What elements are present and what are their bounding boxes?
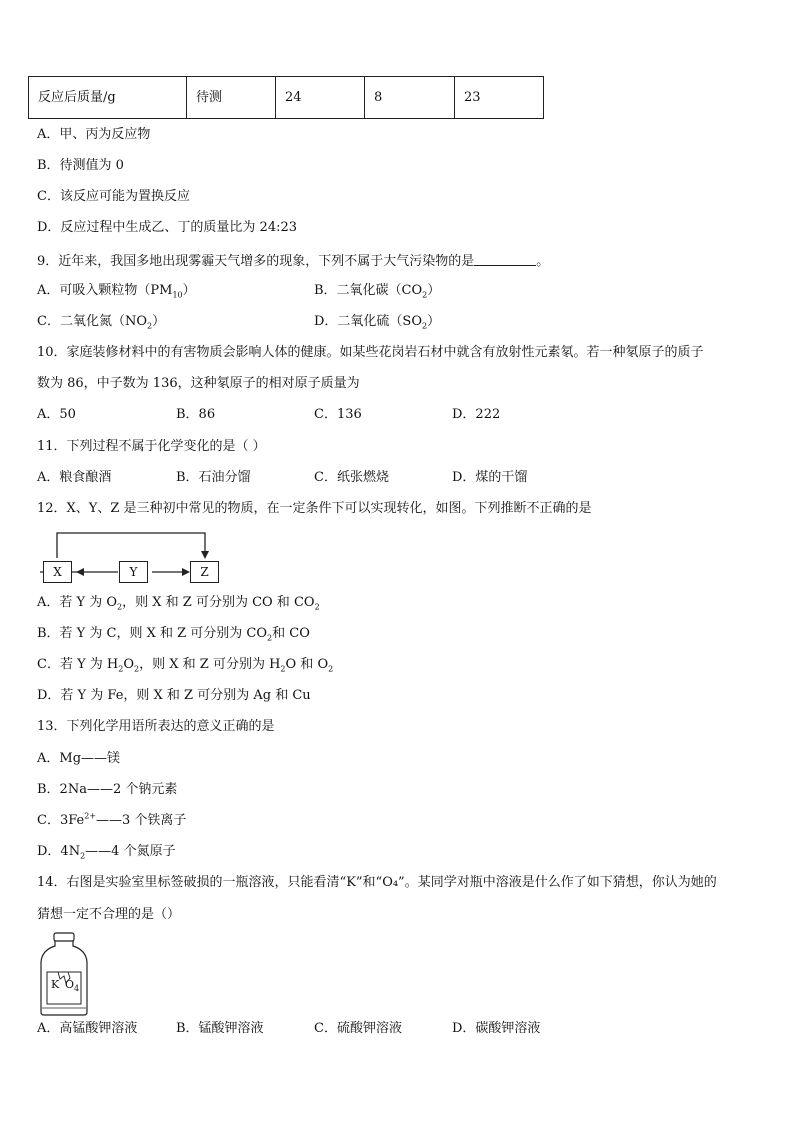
q9-stem-text: 9．近年来，我国多地出现雾霾天气增多的现象，下列不属于大气污染物的是 (37, 254, 475, 269)
q13-option-d: D．$4N_2——4$ 个氮原子 (37, 844, 176, 861)
q12-option-d: D．若 Y 为 Fe，则 X 和 Z 可分别为 Ag 和 Cu (37, 688, 311, 703)
q13-option-a: A．Mg——镁 (37, 751, 121, 766)
q10-option-a: A．50 (37, 407, 76, 422)
q9-stem-end: 。 (536, 254, 550, 269)
q13-stem: 13．下列化学用语所表达的意义正确的是 (37, 719, 275, 734)
q14-option-c: C．硫酸钾溶液 (314, 1021, 402, 1036)
q14-stem-line2: 猜想一定不合理的是（） (37, 907, 181, 922)
box-x: X (43, 561, 72, 583)
q8-option-b: B．待测值为 0 (37, 158, 124, 173)
q14-option-b: B．锰酸钾溶液 (176, 1021, 264, 1036)
answer-blank (474, 253, 536, 266)
q9-option-d: D．二氧化硫$(SO_2)$ (314, 314, 441, 331)
table-cell: 待测 (187, 77, 276, 119)
reagent-bottle-figure (38, 932, 90, 1016)
table-cell: 24 (276, 77, 365, 119)
bottle-icon (38, 932, 90, 1016)
q9-stem (37, 253, 549, 268)
q11-option-a: A．粮食酿酒 (37, 470, 112, 485)
q14-stem-line1: 14．右图是实验室里标签破损的一瓶溶液，只能看清“K”和“O₄”。某同学对瓶中溶液是什么作了如下猜想，你认为她的 (37, 875, 717, 890)
q11-option-d: D．煤的干馏 (452, 470, 528, 485)
q14-option-a: A．高锰酸钾溶液 (37, 1021, 138, 1036)
arrow-head-to-z-2 (182, 568, 190, 576)
bottle-label-o4: $O_4$ (65, 978, 80, 994)
q14-option-d: D．碳酸钾溶液 (452, 1021, 541, 1036)
bottle-label-k: K (51, 978, 60, 991)
q10-option-c: C．136 (314, 407, 362, 422)
q9-option-a: A．可吸入颗粒物$(PM_{10})$ (37, 283, 196, 300)
q13-option-b: B．2Na——2 个钠元素 (37, 782, 178, 797)
arrow-head-to-z (201, 551, 209, 559)
arrow-head-to-x (76, 568, 84, 576)
q11-stem: 11．下列过程不属于化学变化的是（ ） (37, 439, 266, 454)
q12-stem: 12．X、Y、Z 是三种初中常见的物质，在一定条件下可以实现转化，如图。下列推断不正确的是 (37, 501, 592, 516)
q8-option-c: C．该反应可能为置换反应 (37, 189, 190, 204)
q11-option-b: B．石油分馏 (176, 470, 251, 485)
q8-option-a: A．甲、丙为反应物 (37, 127, 151, 142)
q10-stem-line2: 数为 86，中子数为 136，这种氡原子的相对原子质量为 (37, 376, 360, 391)
q13-option-c: C．$3Fe^{2+}——3$ 个铁离子 (37, 811, 187, 828)
q12-option-c: C．若 Y 为 $H_2O_2$，则 X 和 Z 可分别为 $H_2O$ 和 $O_2$ (37, 657, 334, 674)
box-y: Y (119, 561, 148, 583)
q8-option-d: D．反应过程中生成乙、丁的质量比为 24:23 (37, 220, 298, 235)
q9-option-c: C．二氧化氮$(NO_2)$ (37, 314, 166, 331)
table-row (29, 77, 544, 119)
table-cell: 23 (455, 77, 544, 119)
q10-option-d: D．222 (452, 407, 501, 422)
q10-stem-line1: 10．家庭装修材料中的有害物质会影响人体的健康。如某些花岗岩石材中就含有放射性元素氡。若一种氡原子的质子 (37, 345, 704, 360)
mass-table (28, 76, 544, 119)
q10-option-b: B．86 (176, 407, 216, 422)
q9-option-b: B．二氧化碳$(CO_2)$ (314, 283, 441, 300)
table-cell: 8 (365, 77, 455, 119)
top-connector-line (57, 533, 205, 558)
q12-option-b: B．若 Y 为 C，则 X 和 Z 可分别为 $CO_2$和 CO (37, 626, 310, 643)
table-cell: 反应后质量/g (29, 77, 187, 119)
box-z: Z (190, 561, 219, 583)
q12-option-a: A．若 Y 为 $O_2$，则 X 和 Z 可分别为 CO 和 $CO_2$ (37, 595, 320, 612)
q11-option-c: C．纸张燃烧 (314, 470, 389, 485)
